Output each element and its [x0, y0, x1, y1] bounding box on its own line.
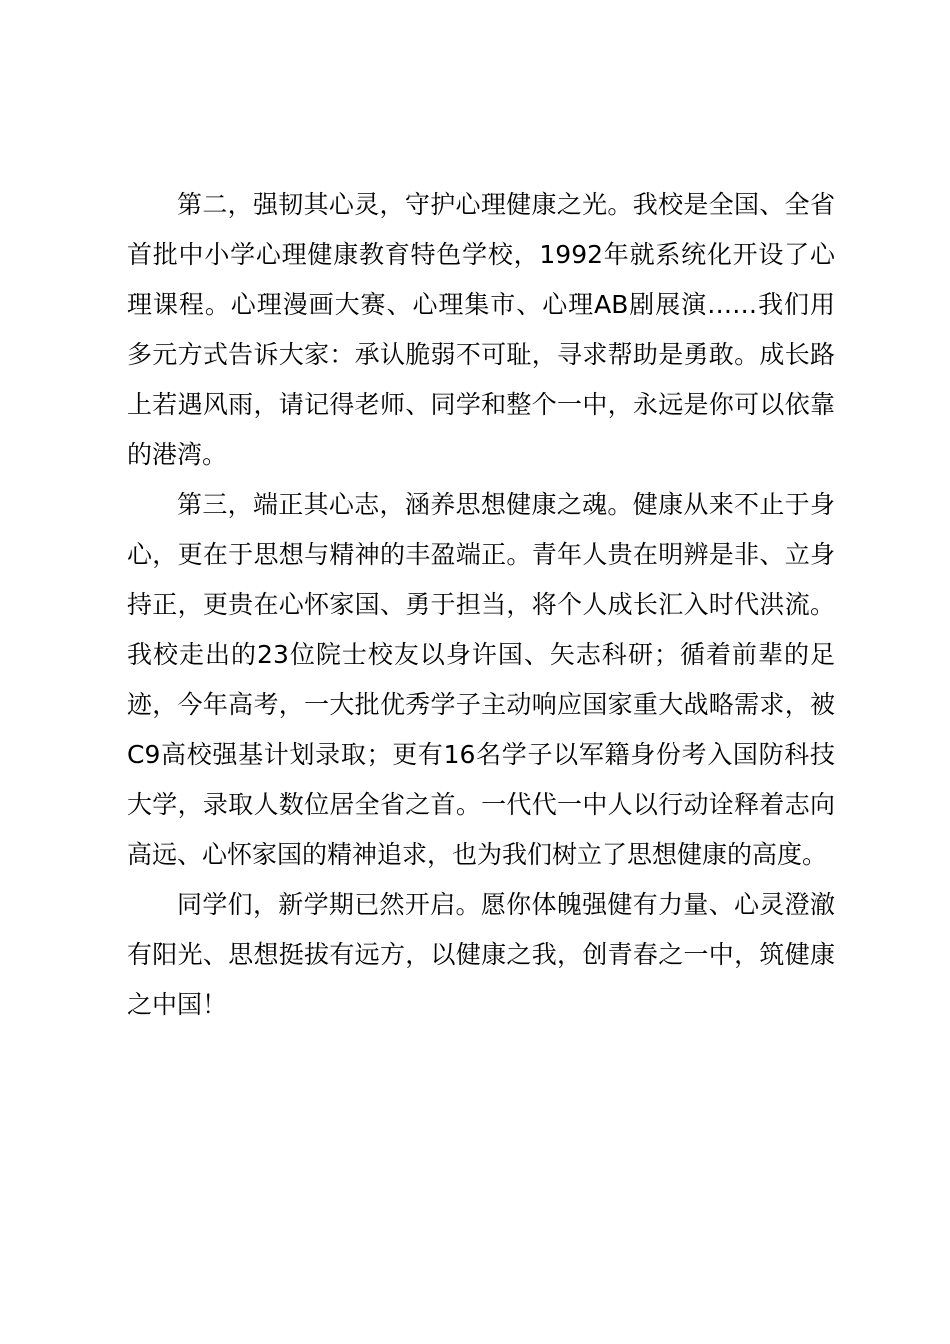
paragraph-mental-health: 第二，强韧其心灵，守护心理健康之光。我校是全国、全省首批中小学心理健康教育特色学校，1992年就系统化开设了心理课程。心理漫画大赛、心理集市、心理AB剧展演……我们用多元方式告诉大家：承认脆弱不可耻，寻求帮助是勇敢。成长路上若遇风雨，请记得老师、同学和整个一中，永远是你可以依靠的港湾。 [127, 190, 835, 469]
paragraph-closing: 同学们，新学期已然开启。愿你体魄强健有力量、心灵澄澈有阳光、思想挺拔有远方，以健康之我，创青春之一中，筑健康之中国！ [127, 890, 835, 1019]
document-body [127, 180, 835, 1030]
paragraph-ideological-health: 第三，端正其心志，涵养思想健康之魂。健康从来不止于身心，更在于思想与精神的丰盈端正。青年人贵在明辨是非、立身持正，更贵在心怀家国、勇于担当，将个人成长汇入时代洪流。我校走出的23位院士校友以身许国、矢志科研；循着前辈的足迹，今年高考，一大批优秀学子主动响应国家重大战略需求，被C9高校强基计划录取；更有16名学子以军籍身份考入国防科技大学，录取人数位居全省之首。一代代一中人以行动诠释着志向高远、心怀家国的精神追求，也为我们树立了思想健康的高度。 [127, 490, 835, 869]
